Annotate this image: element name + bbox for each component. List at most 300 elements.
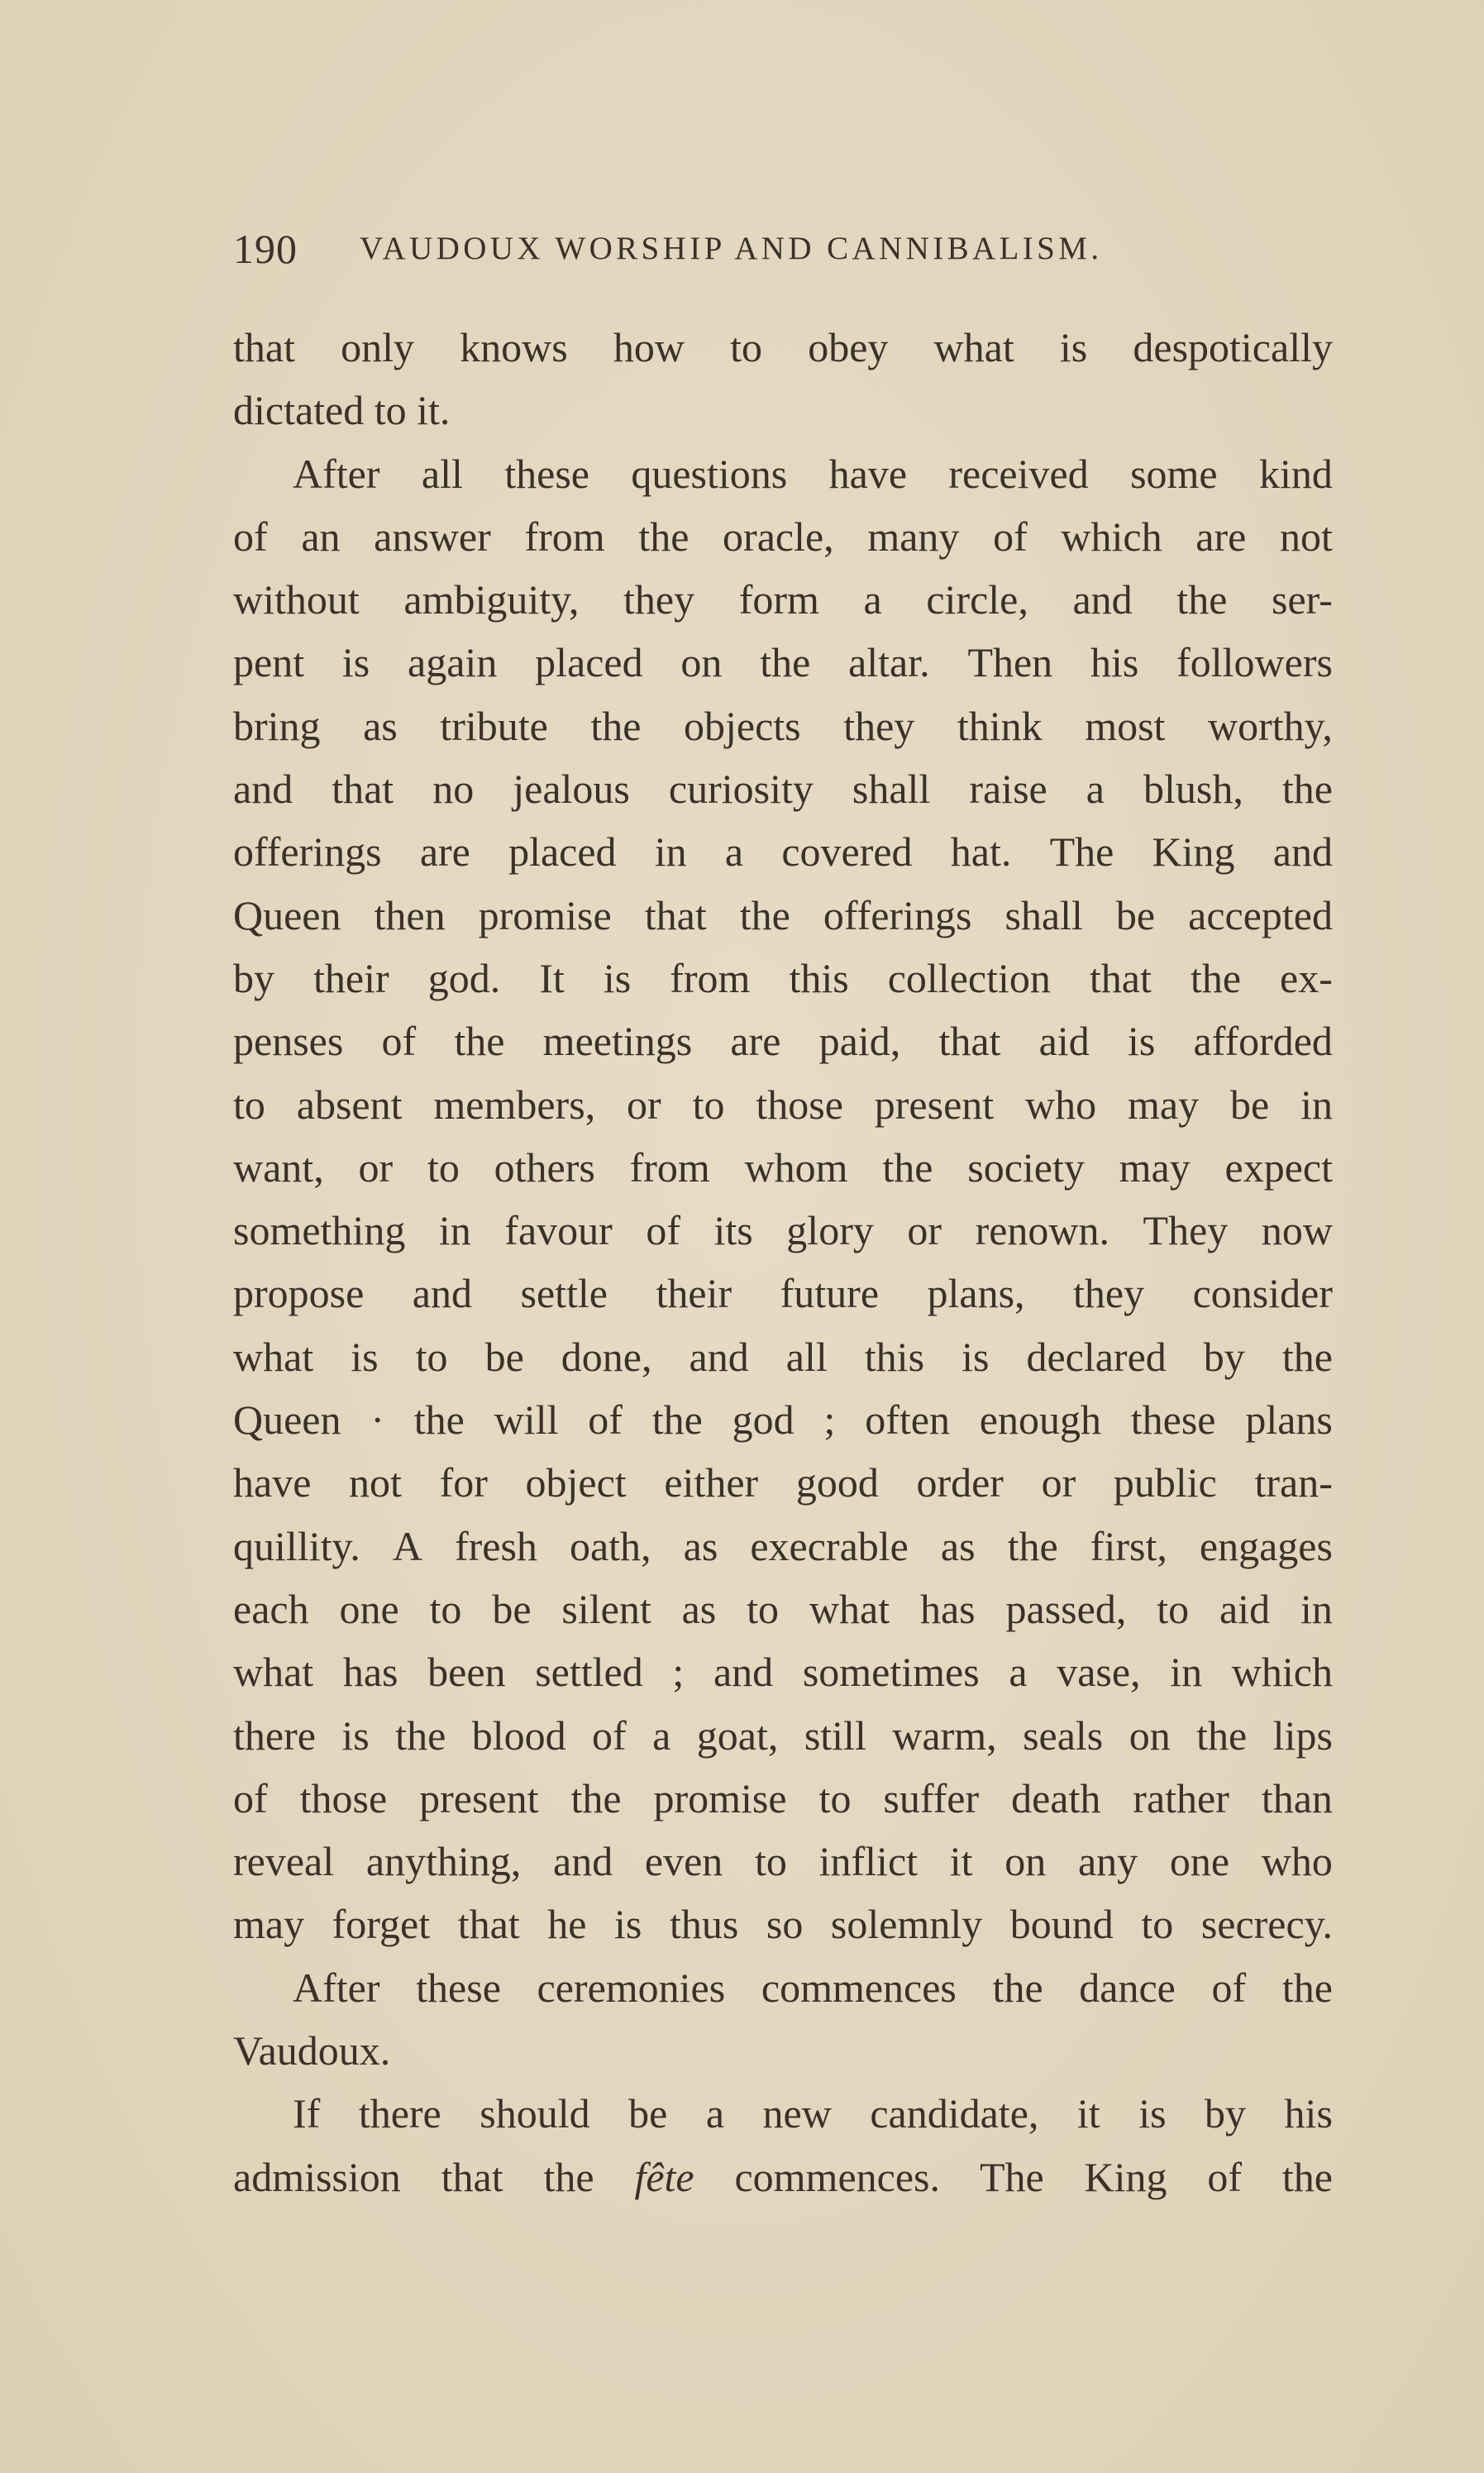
word: penses bbox=[233, 1018, 344, 1065]
word: that bbox=[644, 891, 707, 938]
word: are bbox=[1195, 513, 1247, 560]
word: want, bbox=[233, 1143, 324, 1191]
word: they bbox=[843, 702, 915, 749]
word: public bbox=[1113, 1459, 1217, 1506]
word: one bbox=[339, 1585, 399, 1632]
word: the bbox=[638, 513, 690, 560]
word: order bbox=[916, 1459, 1004, 1506]
word: obey bbox=[808, 324, 889, 370]
word: be bbox=[1230, 1081, 1270, 1128]
word: objects bbox=[684, 702, 801, 749]
page-number: 190 bbox=[233, 226, 298, 272]
word: jealous bbox=[513, 766, 630, 813]
word: is bbox=[341, 639, 370, 686]
word: even bbox=[644, 1838, 723, 1885]
word: many bbox=[867, 513, 960, 560]
word: reveal bbox=[233, 1838, 335, 1885]
word: its bbox=[713, 1207, 753, 1254]
word: oracle, bbox=[723, 513, 834, 560]
word: aid bbox=[1038, 1018, 1090, 1065]
word: an bbox=[301, 513, 341, 560]
word: who bbox=[1261, 1838, 1333, 1885]
word: shall bbox=[1004, 891, 1083, 938]
word: expect bbox=[1224, 1143, 1333, 1191]
word: shall bbox=[852, 766, 931, 813]
word: he bbox=[547, 1901, 587, 1948]
word: the bbox=[651, 1396, 703, 1444]
word: silent bbox=[561, 1585, 651, 1632]
word: circle, bbox=[926, 576, 1028, 623]
word: may bbox=[1119, 1143, 1191, 1191]
word: all bbox=[421, 450, 463, 497]
word: so bbox=[766, 1901, 804, 1948]
word: and bbox=[713, 1649, 774, 1696]
word: candidate, bbox=[870, 2090, 1039, 2137]
word: of bbox=[1211, 1964, 1247, 2011]
word: ambiguity, bbox=[403, 576, 580, 623]
word: the bbox=[882, 1143, 933, 1191]
text-line bbox=[233, 631, 1333, 694]
text-line bbox=[233, 757, 1333, 820]
word: their bbox=[313, 954, 389, 1001]
word: or bbox=[358, 1143, 394, 1191]
word: there bbox=[233, 1712, 316, 1759]
word: one bbox=[1169, 1838, 1230, 1885]
word: for bbox=[439, 1459, 488, 1506]
word: to bbox=[233, 1081, 265, 1128]
word: the bbox=[590, 702, 642, 749]
word: thus bbox=[669, 1901, 739, 1948]
word: the bbox=[739, 891, 790, 938]
text-line: dictated to it. bbox=[233, 387, 451, 434]
word: death bbox=[1011, 1774, 1101, 1821]
word: the bbox=[1281, 1333, 1333, 1380]
word: of bbox=[592, 1712, 627, 1759]
word: covered bbox=[781, 828, 913, 876]
word: received bbox=[948, 450, 1089, 497]
text-line bbox=[233, 1136, 1333, 1199]
word: aid bbox=[1219, 1585, 1271, 1632]
word: the bbox=[413, 1396, 465, 1444]
word: often bbox=[865, 1396, 950, 1444]
word: settle bbox=[520, 1270, 608, 1317]
word: what bbox=[233, 1649, 314, 1696]
word: there bbox=[358, 2090, 441, 2137]
word: no bbox=[432, 766, 475, 813]
word: whom bbox=[744, 1143, 848, 1191]
word: think bbox=[957, 702, 1043, 749]
word: If bbox=[293, 2090, 321, 2137]
word: King bbox=[1152, 828, 1235, 876]
word: favour bbox=[504, 1207, 613, 1254]
word: those bbox=[756, 1081, 843, 1128]
word: ser- bbox=[1272, 576, 1333, 623]
word: inflict bbox=[818, 1838, 919, 1885]
text-line bbox=[233, 695, 1333, 757]
text-segment: admission that the bbox=[233, 2153, 635, 2200]
text-line bbox=[233, 884, 1333, 947]
word: that bbox=[457, 1901, 520, 1948]
word: altar. bbox=[848, 639, 930, 686]
word: then bbox=[374, 891, 446, 938]
word: to bbox=[415, 1333, 448, 1380]
word: are bbox=[730, 1018, 781, 1065]
text-line bbox=[233, 505, 1333, 568]
word: in bbox=[1170, 1649, 1203, 1696]
italic-word: fête bbox=[634, 2153, 694, 2200]
word: have bbox=[233, 1459, 312, 1506]
word: from bbox=[670, 954, 751, 1001]
word: god bbox=[732, 1396, 794, 1444]
word: is bbox=[1127, 1018, 1156, 1065]
word: solemnly bbox=[830, 1901, 983, 1948]
word: some bbox=[1130, 450, 1218, 497]
word: passed, bbox=[1005, 1585, 1127, 1632]
word: what bbox=[809, 1585, 890, 1632]
word: on bbox=[1004, 1838, 1047, 1885]
word: After bbox=[293, 450, 380, 497]
word: the bbox=[454, 1018, 505, 1065]
word: the bbox=[992, 1964, 1043, 2011]
text-line bbox=[233, 1830, 1333, 1893]
word: plans bbox=[1245, 1396, 1333, 1444]
word: this bbox=[789, 954, 849, 1001]
text-line bbox=[233, 1388, 1333, 1451]
word: They bbox=[1143, 1207, 1229, 1254]
word: without bbox=[233, 576, 360, 623]
text-line bbox=[233, 316, 1333, 379]
word: knows bbox=[460, 324, 568, 370]
word: It bbox=[539, 954, 565, 1001]
word: in bbox=[1300, 1585, 1333, 1632]
word: is bbox=[351, 1333, 379, 1380]
word: most bbox=[1085, 702, 1166, 749]
word: the bbox=[1176, 576, 1228, 623]
word: first, bbox=[1090, 1522, 1167, 1569]
word: After bbox=[293, 1964, 380, 2011]
word: commences bbox=[761, 1964, 957, 2011]
word: meetings bbox=[542, 1018, 693, 1065]
word: bring bbox=[233, 702, 321, 749]
word: consider bbox=[1192, 1270, 1333, 1317]
word: promise bbox=[478, 891, 612, 938]
word: bound bbox=[1009, 1901, 1114, 1948]
word: to bbox=[429, 1585, 462, 1632]
word: by bbox=[1205, 2090, 1247, 2137]
text-line bbox=[233, 947, 1333, 1010]
word: seals bbox=[1023, 1712, 1104, 1759]
word: than bbox=[1261, 1774, 1333, 1821]
word: despotically bbox=[1133, 324, 1333, 370]
word: questions bbox=[631, 450, 788, 497]
word: that bbox=[332, 766, 394, 813]
word: anything, bbox=[365, 1838, 522, 1885]
word: to bbox=[692, 1081, 725, 1128]
word: is bbox=[961, 1333, 990, 1380]
word: or bbox=[907, 1207, 942, 1254]
word: A bbox=[392, 1522, 422, 1569]
word: each bbox=[233, 1585, 309, 1632]
word: to bbox=[818, 1774, 852, 1821]
text-line bbox=[233, 1640, 1333, 1703]
word: the bbox=[1190, 954, 1242, 1001]
word: be bbox=[484, 1333, 524, 1380]
word: ex- bbox=[1280, 954, 1333, 1001]
word: afforded bbox=[1193, 1018, 1333, 1065]
word: placed bbox=[535, 639, 643, 686]
word: warm, bbox=[892, 1712, 997, 1759]
word: · bbox=[370, 1396, 384, 1444]
word: his bbox=[1284, 2090, 1333, 2137]
word: it bbox=[949, 1838, 973, 1885]
word: to bbox=[730, 324, 763, 370]
word: that bbox=[233, 324, 295, 370]
word: may bbox=[233, 1901, 305, 1948]
word: will bbox=[494, 1396, 559, 1444]
text-line bbox=[233, 1578, 1333, 1640]
word: Then bbox=[967, 639, 1053, 686]
word: his bbox=[1090, 639, 1139, 686]
word: good bbox=[795, 1459, 879, 1506]
word: they bbox=[623, 576, 695, 623]
word: curiosity bbox=[668, 766, 814, 813]
word: have bbox=[828, 450, 908, 497]
word: followers bbox=[1176, 639, 1333, 686]
word: plans, bbox=[927, 1270, 1025, 1317]
word: sometimes bbox=[802, 1649, 980, 1696]
word: dance bbox=[1079, 1964, 1176, 2011]
word: goat, bbox=[696, 1712, 779, 1759]
word: execrable bbox=[750, 1522, 909, 1569]
word: glory bbox=[786, 1207, 874, 1254]
word: Queen bbox=[233, 1396, 341, 1444]
word: to bbox=[1157, 1585, 1190, 1632]
word: settled bbox=[535, 1649, 643, 1696]
word: and bbox=[412, 1270, 472, 1317]
text-line bbox=[233, 1325, 1333, 1388]
word: engages bbox=[1199, 1522, 1333, 1569]
word: tran- bbox=[1254, 1459, 1333, 1506]
word: a bbox=[1086, 766, 1105, 813]
word: still bbox=[804, 1712, 866, 1759]
word: these bbox=[1130, 1396, 1216, 1444]
word: in bbox=[654, 828, 687, 876]
running-header bbox=[233, 225, 1333, 283]
word: or bbox=[1041, 1459, 1076, 1506]
word: of bbox=[993, 513, 1028, 560]
word: and bbox=[1072, 576, 1133, 623]
text-line bbox=[233, 1199, 1333, 1262]
text-line bbox=[233, 1515, 1333, 1578]
word: fresh bbox=[454, 1522, 537, 1569]
word: from bbox=[629, 1143, 710, 1191]
word: is bbox=[1138, 2090, 1167, 2137]
running-title: VAUDOUX WORSHIP AND CANNIBALISM. bbox=[360, 231, 1103, 266]
word: lips bbox=[1272, 1712, 1333, 1759]
word: to bbox=[1141, 1901, 1174, 1948]
word: as bbox=[683, 1522, 718, 1569]
word: new bbox=[762, 2090, 832, 2137]
word: it bbox=[1076, 2090, 1100, 2137]
word: those bbox=[299, 1774, 388, 1821]
word: as bbox=[940, 1522, 976, 1569]
word: answer bbox=[374, 513, 491, 560]
word: future bbox=[780, 1270, 880, 1317]
word: how bbox=[613, 324, 685, 370]
word: that bbox=[1089, 954, 1152, 1001]
word: be bbox=[628, 2090, 668, 2137]
word: a bbox=[652, 1712, 671, 1759]
word: offerings bbox=[233, 828, 382, 876]
word: forget bbox=[332, 1901, 431, 1948]
word: of bbox=[233, 513, 268, 560]
word: hat. bbox=[950, 828, 1012, 876]
word: pent bbox=[233, 639, 305, 686]
word: the bbox=[1281, 766, 1333, 813]
word: promise bbox=[653, 1774, 787, 1821]
word: on bbox=[680, 639, 723, 686]
word: what bbox=[233, 1333, 314, 1380]
word: a bbox=[1009, 1649, 1028, 1696]
word: this bbox=[864, 1333, 925, 1380]
word: been bbox=[427, 1649, 506, 1696]
word: secrecy. bbox=[1200, 1901, 1333, 1948]
word: has bbox=[919, 1585, 976, 1632]
text-segment: commences. The King of the bbox=[694, 2153, 1334, 2200]
word: as bbox=[681, 1585, 717, 1632]
word: is bbox=[614, 1901, 642, 1948]
word: declared bbox=[1026, 1333, 1167, 1380]
word: any bbox=[1077, 1838, 1138, 1885]
word: these bbox=[504, 450, 589, 497]
word: in bbox=[438, 1207, 471, 1254]
word: has bbox=[342, 1649, 398, 1696]
word: members, bbox=[433, 1081, 596, 1128]
word: of bbox=[646, 1207, 680, 1254]
word: the bbox=[395, 1712, 446, 1759]
word: be bbox=[1115, 891, 1156, 938]
word: tribute bbox=[440, 702, 548, 749]
word: not bbox=[1279, 513, 1333, 560]
text-line bbox=[233, 1010, 1333, 1072]
word: by bbox=[1203, 1333, 1245, 1380]
word: worthy, bbox=[1207, 702, 1333, 749]
word: be bbox=[492, 1585, 532, 1632]
word: present bbox=[874, 1081, 995, 1128]
word: to bbox=[755, 1838, 787, 1885]
word: is bbox=[603, 954, 632, 1001]
word: form bbox=[738, 576, 819, 623]
text-line bbox=[233, 1956, 1333, 2019]
word: the bbox=[1196, 1712, 1248, 1759]
text-line bbox=[233, 568, 1333, 631]
word: who bbox=[1025, 1081, 1097, 1128]
word: of bbox=[588, 1396, 623, 1444]
word: which bbox=[1231, 1649, 1333, 1696]
word: they bbox=[1073, 1270, 1145, 1317]
word: and bbox=[689, 1333, 749, 1380]
word: blood bbox=[471, 1712, 566, 1759]
word: enough bbox=[979, 1396, 1101, 1444]
word: oath, bbox=[569, 1522, 651, 1569]
word: raise bbox=[969, 766, 1047, 813]
word: their bbox=[656, 1270, 732, 1317]
word: done, bbox=[561, 1333, 652, 1380]
word: on bbox=[1129, 1712, 1171, 1759]
word: or bbox=[627, 1081, 661, 1128]
word: Queen bbox=[233, 891, 341, 938]
word: kind bbox=[1259, 450, 1333, 497]
word: these bbox=[416, 1964, 501, 2011]
word: only bbox=[341, 324, 415, 370]
word: others bbox=[494, 1143, 595, 1191]
word: rather bbox=[1133, 1774, 1229, 1821]
text-line bbox=[233, 820, 1333, 883]
text-line bbox=[233, 1262, 1333, 1325]
word: are bbox=[419, 828, 470, 876]
word: again bbox=[408, 639, 498, 686]
word: which bbox=[1061, 513, 1162, 560]
word: quillity. bbox=[233, 1522, 360, 1569]
word: should bbox=[480, 2090, 590, 2137]
word: a bbox=[705, 2090, 725, 2137]
text-line bbox=[233, 442, 1333, 505]
word: of bbox=[381, 1018, 417, 1065]
word: and bbox=[553, 1838, 613, 1885]
word: ; bbox=[672, 1649, 685, 1696]
word: either bbox=[664, 1459, 759, 1506]
word: a bbox=[863, 576, 882, 623]
word: the bbox=[1281, 1964, 1333, 2011]
word: is bbox=[1059, 324, 1088, 370]
word: now bbox=[1261, 1207, 1333, 1254]
word: the bbox=[570, 1774, 622, 1821]
word: may bbox=[1128, 1081, 1200, 1128]
word: what bbox=[933, 324, 1014, 370]
word: and bbox=[233, 766, 293, 813]
word: absent bbox=[296, 1081, 403, 1128]
body-text bbox=[233, 316, 1333, 2208]
word: paid, bbox=[818, 1018, 901, 1065]
word: from bbox=[524, 513, 605, 560]
text-line bbox=[233, 1893, 1333, 1955]
text-line bbox=[233, 1767, 1333, 1830]
word: renown. bbox=[975, 1207, 1110, 1254]
text-line bbox=[233, 2146, 1333, 2208]
word: object bbox=[525, 1459, 627, 1506]
word: ceremonies bbox=[537, 1964, 726, 2011]
word: present bbox=[419, 1774, 539, 1821]
text-line bbox=[233, 1451, 1333, 1514]
word: blush, bbox=[1143, 766, 1243, 813]
word: a bbox=[724, 828, 744, 876]
word: accepted bbox=[1188, 891, 1333, 938]
word: the bbox=[760, 639, 811, 686]
word: The bbox=[1049, 828, 1114, 876]
word: by bbox=[233, 954, 274, 1001]
word: is bbox=[341, 1712, 370, 1759]
word: that bbox=[938, 1018, 1001, 1065]
word: something bbox=[233, 1207, 406, 1254]
word: god. bbox=[427, 954, 501, 1001]
text-line bbox=[233, 1073, 1333, 1136]
word: vase, bbox=[1057, 1649, 1141, 1696]
word: collection bbox=[887, 954, 1051, 1001]
word: as bbox=[363, 702, 398, 749]
word: and bbox=[1272, 828, 1333, 876]
word: in bbox=[1300, 1081, 1333, 1128]
word: suffer bbox=[883, 1774, 980, 1821]
